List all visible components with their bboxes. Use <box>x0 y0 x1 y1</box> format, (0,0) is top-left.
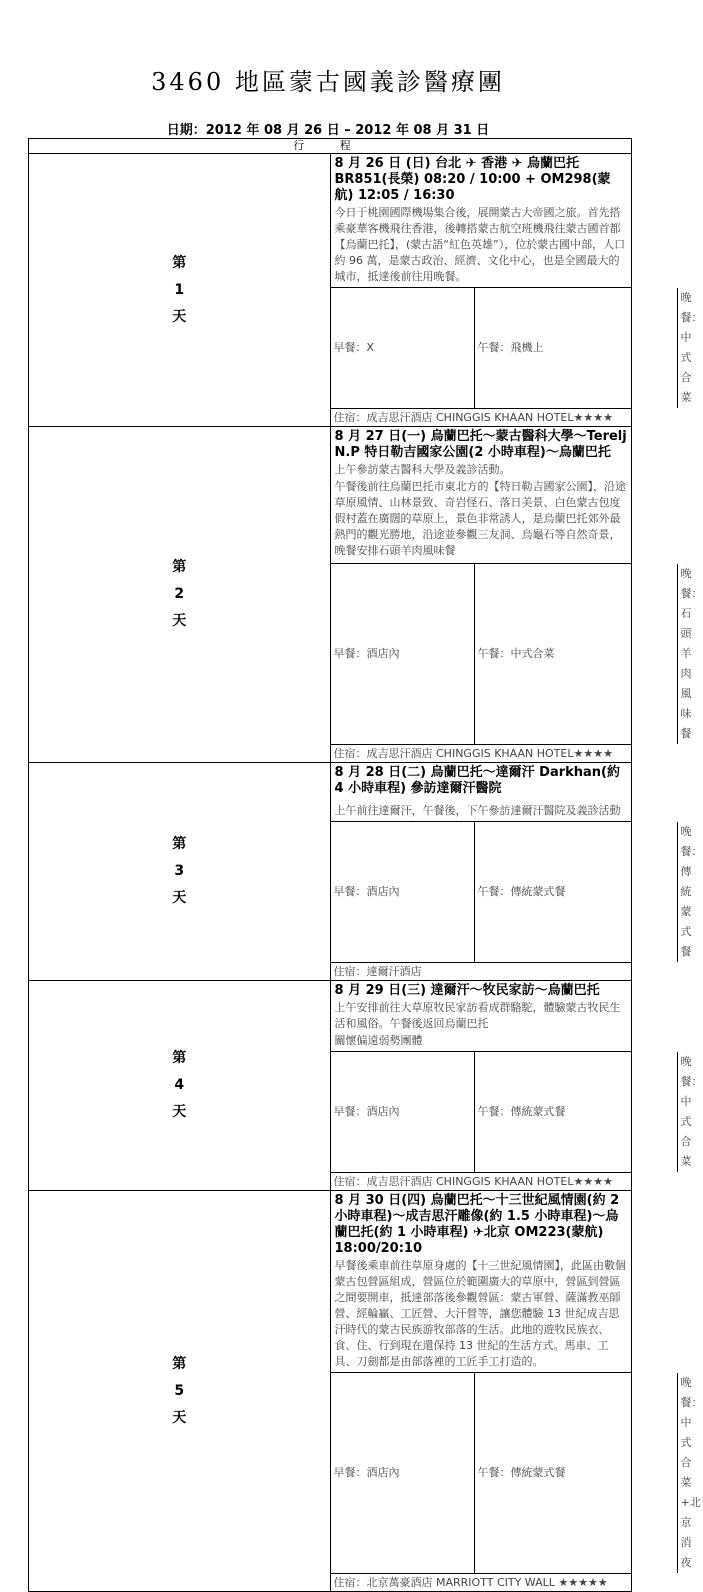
hotel: 住宿：北京萬豪酒店 MARRIOTT CITY WALL ★★★★★ <box>330 1574 632 1592</box>
lunch: 午餐：飛機上 <box>474 288 677 408</box>
day-headline: 8 月 28 日(二) 烏蘭巴托～達爾汗 Darkhan(約 4 小時車程) 參訪達爾汗醫院 <box>334 765 620 796</box>
day-row <box>29 427 632 564</box>
day-flight: BR851(長榮) 08:20 / 10:00 + OM298(蒙航) 12:05 / 16:30 <box>334 172 611 203</box>
day-description: 關懷偏遠弱勢團體 <box>334 1034 423 1047</box>
hotel: 住宿：成吉思汗酒店 CHINGGIS KHAAN HOTEL★★★★ <box>330 745 632 763</box>
lunch: 午餐：傳統蒙式餐 <box>474 1373 677 1573</box>
day-description: 早餐後乘車前往草原身處的【十三世紀風情園】，此區由數個蒙古包營區組成，營區位於範圍廣大的草原中，營區到營區之間要開車，抵達部落後參觀營區：蒙古軍營、薩滿教巫師營、經輪贏、工匠營、大汗營等，讓您體驗 13 世紀成吉思汗時代的蒙古民族游牧部落的生活。此地的遊牧民族衣、食、住、行到現在還保持 13 世紀的生活方式。馬車、工具、刀劍都是由部落裡的工匠手工打造的。 <box>334 1259 626 1368</box>
day-description: 上午前往達爾汗，午餐後，下午參訪達爾汗醫院及義診活動 <box>334 804 621 817</box>
document-title: 3460 地區蒙古國義診醫療團 <box>151 68 505 96</box>
day-content <box>330 427 632 564</box>
day-label: 第 4 天 <box>29 981 331 1191</box>
itinerary-header: 行 程 <box>29 139 632 154</box>
day-label: 第 2 天 <box>29 427 331 763</box>
day-content <box>330 981 632 1052</box>
day-row <box>29 763 632 822</box>
day-headline: 8 月 29 日(三) 達爾汗～牧民家訪～烏蘭巴托 <box>334 983 600 998</box>
day-description: 上午安排前往大草原牧民家訪看成群駱駝，體驗蒙古牧民生活和風俗。午餐後返回烏蘭巴托 <box>334 1001 621 1030</box>
day-headline: 8 月 26 日 (日) 台北 ✈ 香港 ✈ 烏蘭巴托 <box>334 156 580 171</box>
day-label: 第 1 天 <box>29 154 331 427</box>
meal-row: 早餐：X 午餐：飛機上 晚餐：中式合菜 <box>331 288 678 408</box>
hotel: 住宿：成吉思汗酒店 CHINGGIS KHAAN HOTEL★★★★ <box>330 1173 632 1191</box>
itinerary-table <box>28 138 703 1592</box>
day-content <box>330 1191 632 1373</box>
day-content <box>330 763 632 822</box>
lunch: 午餐：中式合菜 <box>474 564 677 744</box>
lunch: 午餐：傳統蒙式餐 <box>474 1052 677 1172</box>
date-range: 日期：2012 年 08 月 26 日 – 2012 年 08 月 31 日 <box>166 123 490 138</box>
hotel: 住宿：達爾汗酒店 <box>330 963 632 981</box>
day-description: 今日于桃園國際機場集合後，展開蒙古大帝國之旅。首先搭乘豪華客機飛往香港，後轉搭蒙古航空班機飛往蒙古國首都【烏蘭巴托】，(蒙古語“紅色英雄”），位於蒙古國中部，人口約 96 萬，是蒙古政治、經濟、文化中心，也是全國最大的城市，抵達後前往用晚餐。 <box>334 206 626 283</box>
breakfast: 早餐：酒店內 <box>331 1373 475 1573</box>
day-label: 第 5 天 <box>29 1191 331 1592</box>
breakfast: 早餐：酒店內 <box>331 822 475 962</box>
day-headline: 8 月 27 日(一) 烏蘭巴托～蒙古醫科大學～Terelj N.P 特日勒吉國家公園(2 小時車程)～烏蘭巴托 <box>334 429 627 460</box>
day-content <box>330 154 632 288</box>
meal-row: 早餐：酒店內 午餐：中式合菜 晚餐： 石頭羊肉風味餐 <box>331 564 678 744</box>
hotel: 住宿：成吉思汗酒店 CHINGGIS KHAAN HOTEL★★★★ <box>330 409 632 427</box>
meal-row: 早餐：酒店內 午餐：傳統蒙式餐 晚餐：中式合菜 <box>331 1052 678 1172</box>
day-description: 上午參訪蒙古醫科大學及義診活動。 <box>334 463 511 476</box>
day-headline: 8 月 30 日(四) 烏蘭巴托～十三世紀風情園(約 2 小時車程)～成吉思汗雕像(約 1.5 小時車程)～烏蘭巴托(約 1 小時車程) ✈北京 OM223(蒙航) 18:00/20:10 <box>334 1193 620 1256</box>
meal-row: 早餐：酒店內 午餐：傳統蒙式餐 晚餐：中式合菜+北京消夜 <box>331 1373 678 1573</box>
day-description: 午餐後前往烏蘭巴托市東北方的【特日勒吉國家公園】，沿途草原風情、山林景致、奇岩怪石、落日美景、白色蒙古包度假村蓋在廣闊的草原上，景色非常誘人，是烏蘭巴托郊外最熱門的觀光勝地，沿途並參觀三友洞、烏龜石等自然奇景，晚餐安排石頭羊肉風味餐 <box>334 480 626 557</box>
lunch: 午餐：傳統蒙式餐 <box>474 822 677 962</box>
day-label: 第 3 天 <box>29 763 331 981</box>
breakfast: 早餐：X <box>331 288 475 408</box>
day-row <box>29 1191 632 1373</box>
day-row <box>29 981 632 1052</box>
meal-row: 早餐：酒店內 午餐：傳統蒙式餐 晚餐：傳統蒙式餐 <box>331 822 678 962</box>
breakfast: 早餐：酒店內 <box>331 1052 475 1172</box>
breakfast: 早餐：酒店內 <box>331 564 475 744</box>
day-row <box>29 154 632 288</box>
